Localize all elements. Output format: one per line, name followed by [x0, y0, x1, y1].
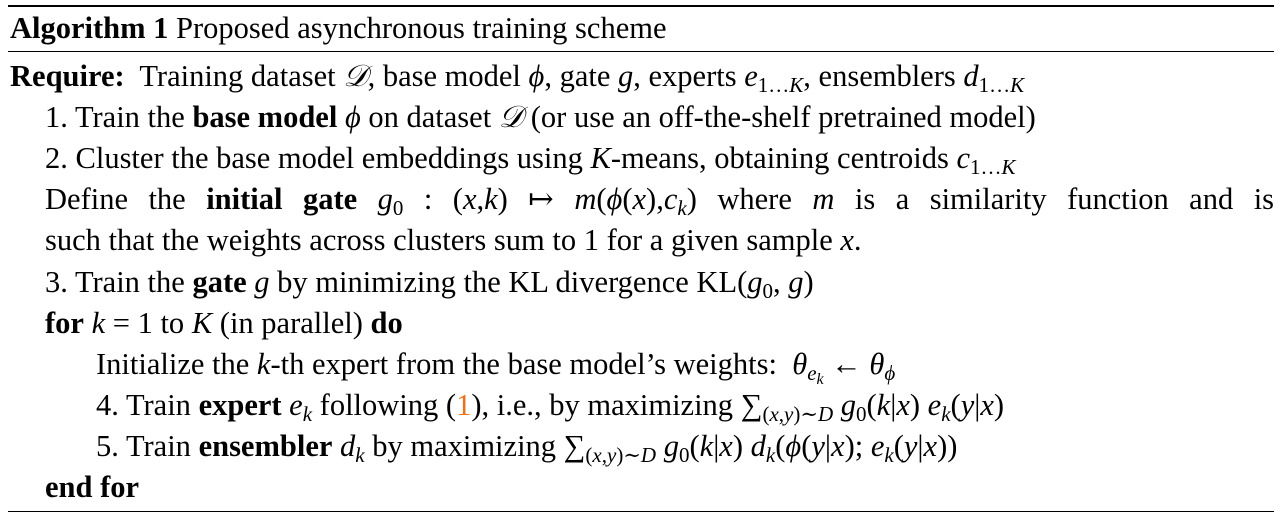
step-5-line: 5. Train ensembler $d_k$ by maximizing $\sum_{(x,y)\sim D}$ $g_0(k|x)$ $d_k(\phi(y|x)$; $e_k(y|x)$) [96, 429, 958, 467]
require-text: , ensemblers [803, 59, 956, 93]
step-text: (in parallel) [219, 306, 363, 340]
end-for-keyword: end for [45, 470, 140, 504]
require-text: , base model [367, 59, 521, 93]
step-3-line: 3. Train the gate g by minimizing the KL divergence $KL(g_0$, g) [45, 265, 814, 303]
caption-rule [8, 51, 1274, 52]
init-expert-line: Initialize the k-th expert from the base model’s weights: $\theta_{e_k}$ ← $\theta_\phi$ [96, 347, 896, 388]
step-text: 1. Train the [45, 100, 185, 134]
step-text: such that the weights across clusters sum to 1 for a given sample [45, 223, 833, 257]
step-text: following ( [319, 388, 457, 422]
require-line: Require: Training dataset 𝒟, base model ϕ, gate g, experts $e_{1\dots K}$, ensemblers $d_{1\dots K}$ [10, 59, 1025, 97]
step-bold-term: initial gate [206, 182, 358, 216]
step-text: -means, obtaining centroids [610, 141, 949, 175]
bottom-rule [8, 511, 1274, 512]
top-rule [8, 5, 1274, 7]
step-text: ), i.e., by maximizing [471, 388, 734, 422]
step-bold-term: base model [192, 100, 338, 134]
step-text: -th expert from the base model’s weights: [270, 347, 777, 381]
step-text: (or use an off-the-shelf pretrained model) [530, 100, 1036, 134]
step-text: where [717, 182, 792, 216]
step-text: Initialize the [96, 347, 250, 381]
step-text: Define the [45, 182, 186, 216]
step-text: by minimizing the KL divergence [277, 265, 689, 299]
define-gate-line: Define the initial gate $g_0$ : (x,k) ↦ $m(\phi(x),c_k)$ where m is a similarity function and is [45, 182, 1275, 220]
step-text: to [160, 306, 185, 340]
for-loop-line: for k = 1 to K (in parallel) do [45, 306, 403, 340]
step-bold-term: ensembler [198, 429, 333, 463]
algorithm-caption [10, 10, 667, 46]
algorithm-title: Proposed asynchronous training scheme [176, 11, 667, 45]
step-4-line: 4. Train expert $e_k$ following (1), i.e., by maximizing $\sum_{(x,y)\sim D}$ $g_0(k|x)$ $e_k(y|x)$ [96, 388, 1005, 426]
end-for-line [45, 469, 139, 505]
step-bold-term: gate [192, 265, 247, 299]
step-2-line: 2. Cluster the base model embeddings using K-means, obtaining centroids $c_{1\dots K}$ [45, 141, 1016, 179]
step-text: on dataset [368, 100, 492, 134]
require-text: , experts [633, 59, 737, 93]
step-text: by maximizing [372, 429, 557, 463]
step-text: 3. Train the [45, 265, 185, 299]
equation-reference-link[interactable]: 1 [456, 388, 472, 422]
require-keyword: Require: [10, 59, 125, 93]
define-gate-line-2: such that the weights across clusters sum to 1 for a given sample x. [45, 223, 862, 257]
step-text: is a similarity function and is [854, 182, 1275, 216]
require-text: , gate [544, 59, 611, 93]
algorithm-label: Algorithm 1 [10, 11, 169, 45]
step-bold-term: expert [198, 388, 282, 422]
require-text: Training dataset [139, 59, 336, 93]
step-1-line: 1. Train the base model ϕ on dataset 𝒟 (or use an off-the-shelf pretrained model) [45, 100, 1036, 135]
step-text: 5. Train [96, 429, 191, 463]
step-text: 2. Cluster the base model embeddings using [45, 141, 583, 175]
for-keyword: for [45, 306, 84, 340]
do-keyword: do [370, 306, 403, 340]
step-text: 4. Train [96, 388, 191, 422]
